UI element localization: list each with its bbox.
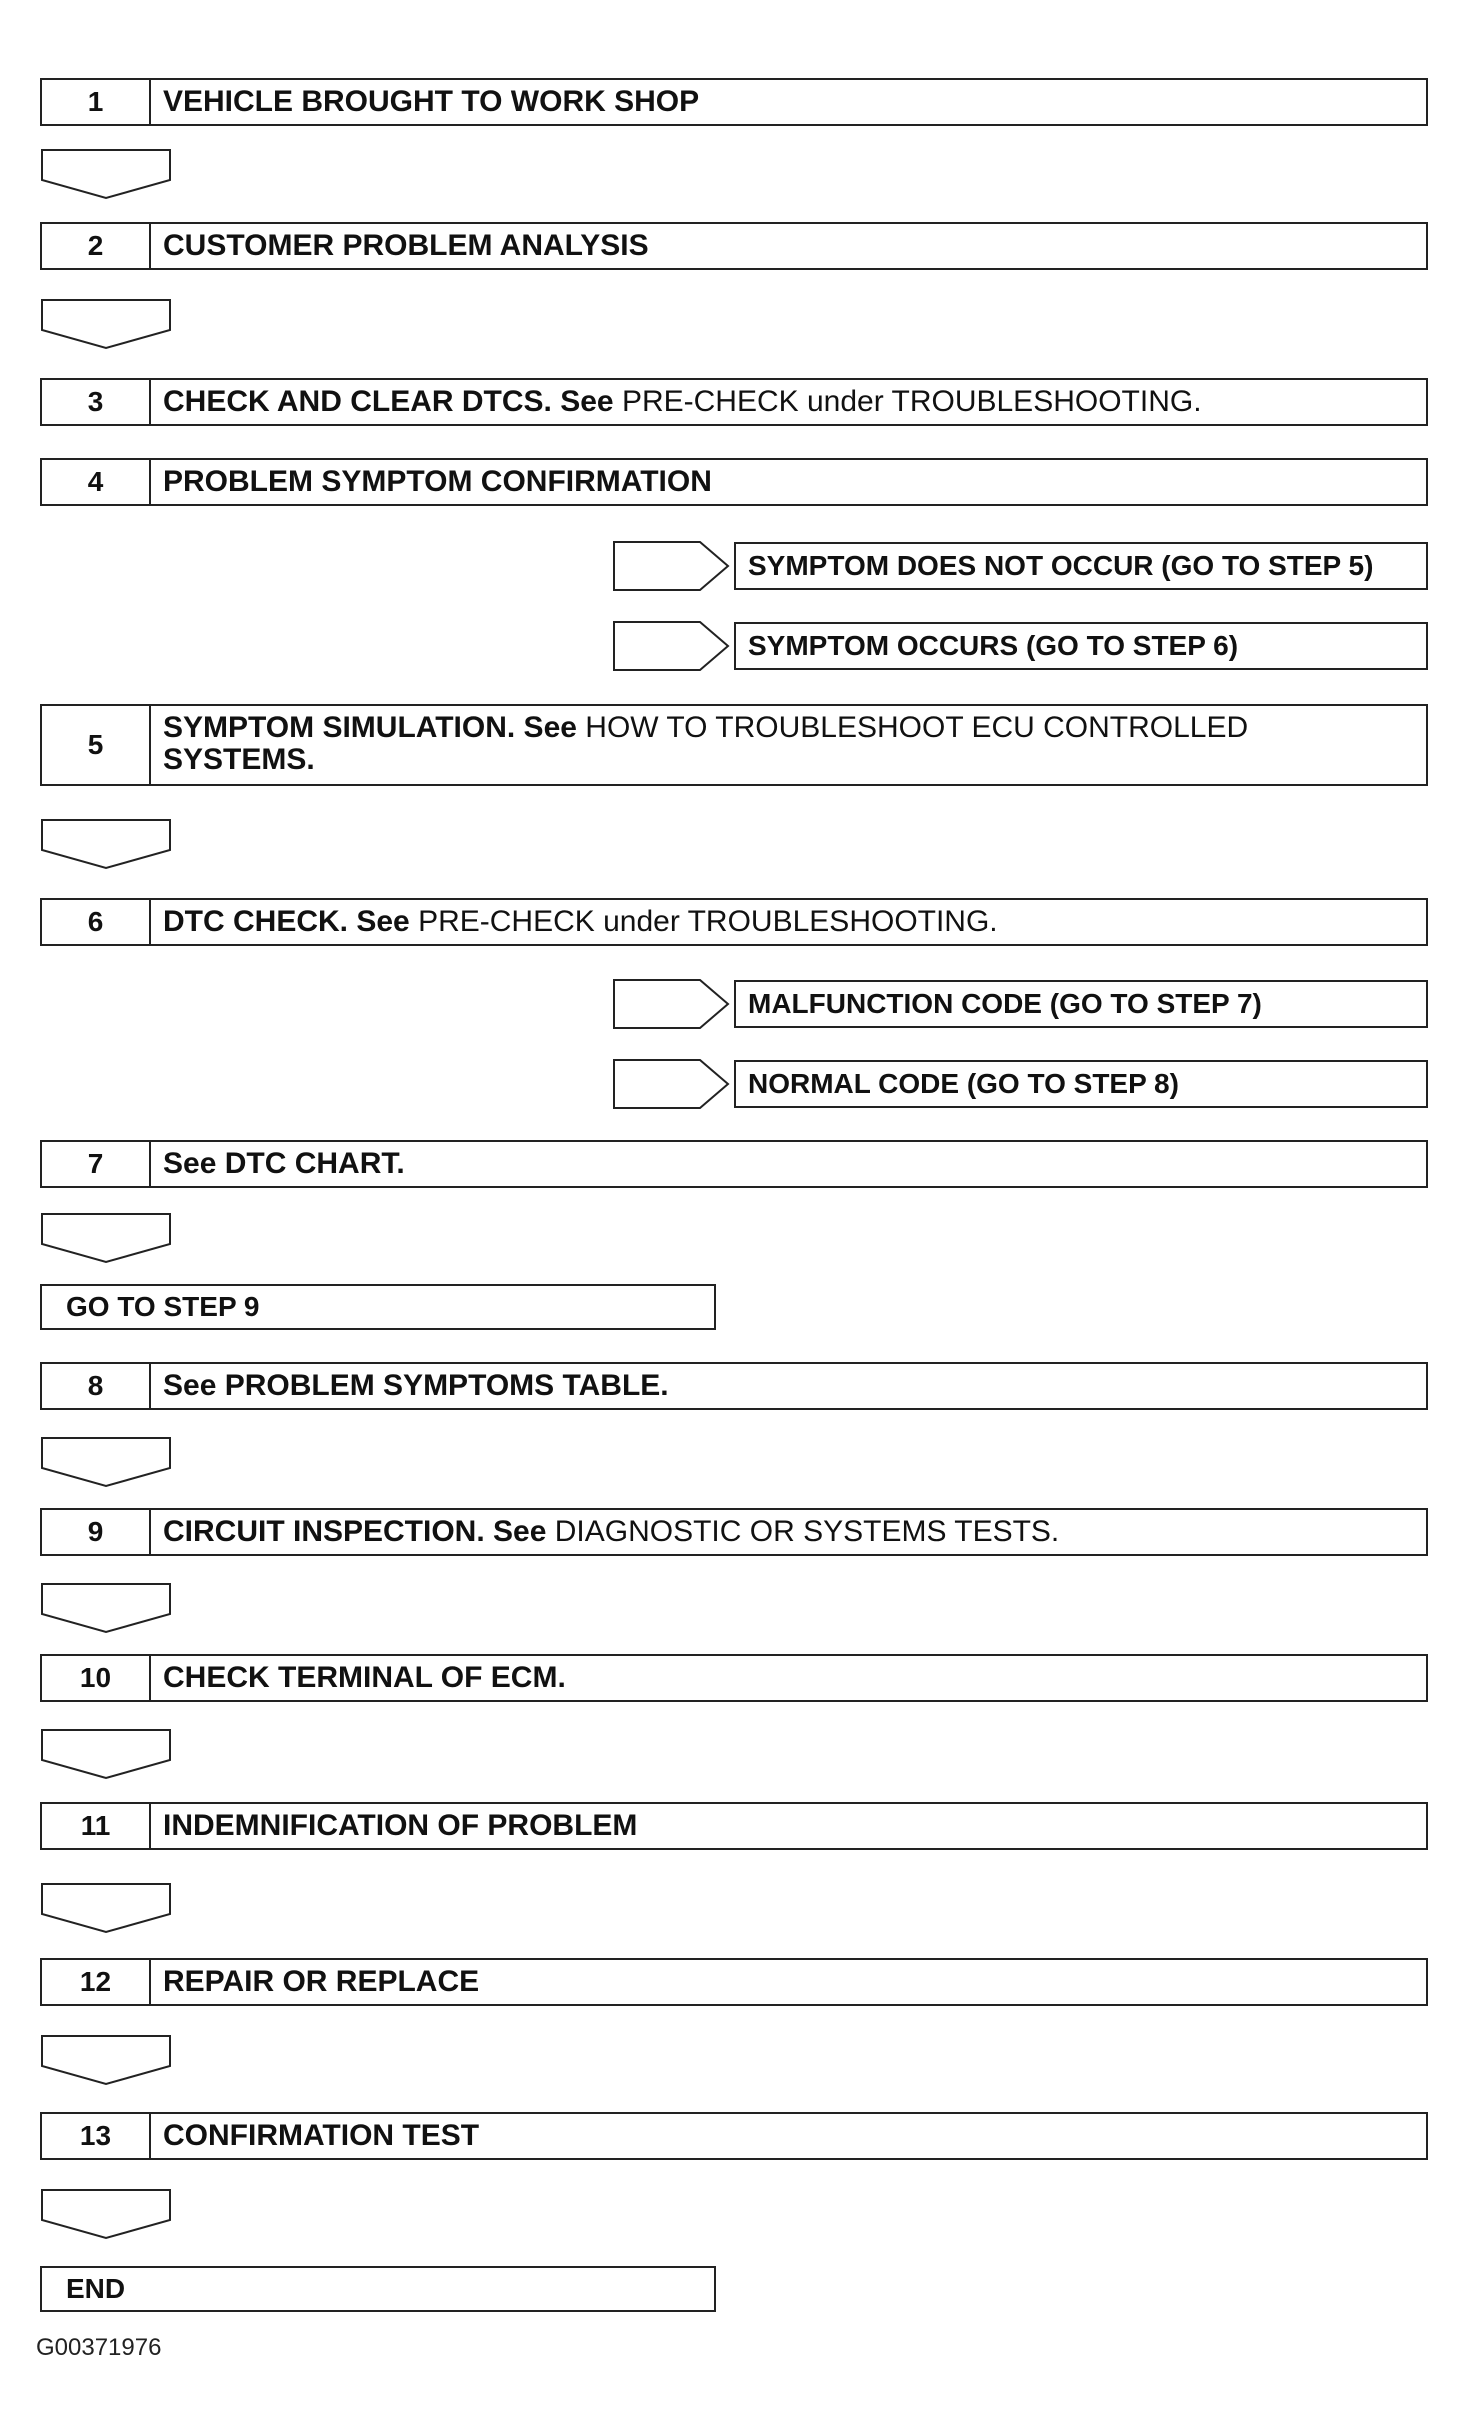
step-number: 3 (42, 380, 151, 424)
step-text-bold: DTC CHECK. See (163, 905, 410, 938)
step-5-box (40, 704, 1428, 786)
step-number: 11 (42, 1804, 151, 1848)
step-text (151, 900, 1426, 944)
branch-symptom-occurs (612, 620, 1428, 672)
down-arrow-icon (40, 148, 172, 200)
step-text (151, 1510, 1426, 1554)
step-4-box (40, 458, 1428, 506)
step-1-box (40, 78, 1428, 126)
step-text: CHECK TERMINAL OF ECM. (163, 1661, 566, 1694)
right-arrow-icon (612, 620, 730, 672)
down-arrow-icon (40, 1436, 172, 1488)
step-text-ref: PRE-CHECK under TROUBLESHOOTING. (621, 385, 1202, 418)
step-text-ref: HOW TO TROUBLESHOOT ECU CONTROLLED (585, 711, 1249, 744)
down-arrow-icon (40, 298, 172, 350)
down-arrow-icon (40, 1582, 172, 1634)
step-text: PROBLEM SYMPTOM CONFIRMATION (163, 465, 712, 498)
end-box: END (40, 2266, 716, 2312)
step-text: VEHICLE BROUGHT TO WORK SHOP (163, 85, 700, 118)
step-text: CONFIRMATION TEST (163, 2119, 480, 2152)
down-arrow-icon (40, 1882, 172, 1934)
right-arrow-icon (612, 978, 730, 1030)
step-7-box (40, 1140, 1428, 1188)
goto-step-9-box: GO TO STEP 9 (40, 1284, 716, 1330)
step-text-ref: DIAGNOSTIC OR SYSTEMS TESTS. (554, 1515, 1060, 1548)
step-12-box (40, 1958, 1428, 2006)
step-text: See PROBLEM SYMPTOMS TABLE. (163, 1369, 669, 1402)
step-9-box (40, 1508, 1428, 1556)
step-text: REPAIR OR REPLACE (163, 1965, 480, 1998)
step-number: 9 (42, 1510, 151, 1554)
step-text (151, 380, 1426, 424)
step-number: 13 (42, 2114, 151, 2158)
down-arrow-icon (40, 818, 172, 870)
step-13-box (40, 2112, 1428, 2160)
step-number: 5 (42, 706, 151, 784)
step-11-box (40, 1802, 1428, 1850)
step-text-bold-cont: SYSTEMS. (163, 743, 315, 776)
down-arrow-icon (40, 2034, 172, 2086)
step-text: See DTC CHART. (163, 1147, 405, 1180)
right-arrow-icon (612, 540, 730, 592)
step-number: 7 (42, 1142, 151, 1186)
branch-label: SYMPTOM DOES NOT OCCUR (GO TO STEP 5) (734, 542, 1428, 590)
branch-malfunction-code (612, 978, 1428, 1030)
right-arrow-icon (612, 1058, 730, 1110)
step-number: 1 (42, 80, 151, 124)
step-number: 12 (42, 1960, 151, 2004)
branch-label: NORMAL CODE (GO TO STEP 8) (734, 1060, 1428, 1108)
branch-symptom-not-occur (612, 540, 1428, 592)
step-3-box (40, 378, 1428, 426)
step-number: 4 (42, 460, 151, 504)
step-text-bold: CIRCUIT INSPECTION. See (163, 1515, 547, 1548)
step-text: INDEMNIFICATION OF PROBLEM (163, 1809, 638, 1842)
down-arrow-icon (40, 1212, 172, 1264)
step-2-box (40, 222, 1428, 270)
branch-label: SYMPTOM OCCURS (GO TO STEP 6) (734, 622, 1428, 670)
step-number: 10 (42, 1656, 151, 1700)
step-text: CUSTOMER PROBLEM ANALYSIS (163, 229, 649, 262)
step-text-ref: PRE-CHECK under TROUBLESHOOTING. (418, 905, 998, 938)
down-arrow-icon (40, 1728, 172, 1780)
figure-id: G00371976 (36, 2334, 162, 2361)
step-10-box (40, 1654, 1428, 1702)
step-text-bold: SYMPTOM SIMULATION. See (163, 711, 577, 744)
step-number: 8 (42, 1364, 151, 1408)
down-arrow-icon (40, 2188, 172, 2240)
step-text (151, 706, 1426, 784)
branch-label: MALFUNCTION CODE (GO TO STEP 7) (734, 980, 1428, 1028)
branch-normal-code (612, 1058, 1428, 1110)
step-number: 6 (42, 900, 151, 944)
step-text-bold: CHECK AND CLEAR DTCS. See (163, 385, 614, 418)
step-8-box (40, 1362, 1428, 1410)
step-number: 2 (42, 224, 151, 268)
step-6-box (40, 898, 1428, 946)
